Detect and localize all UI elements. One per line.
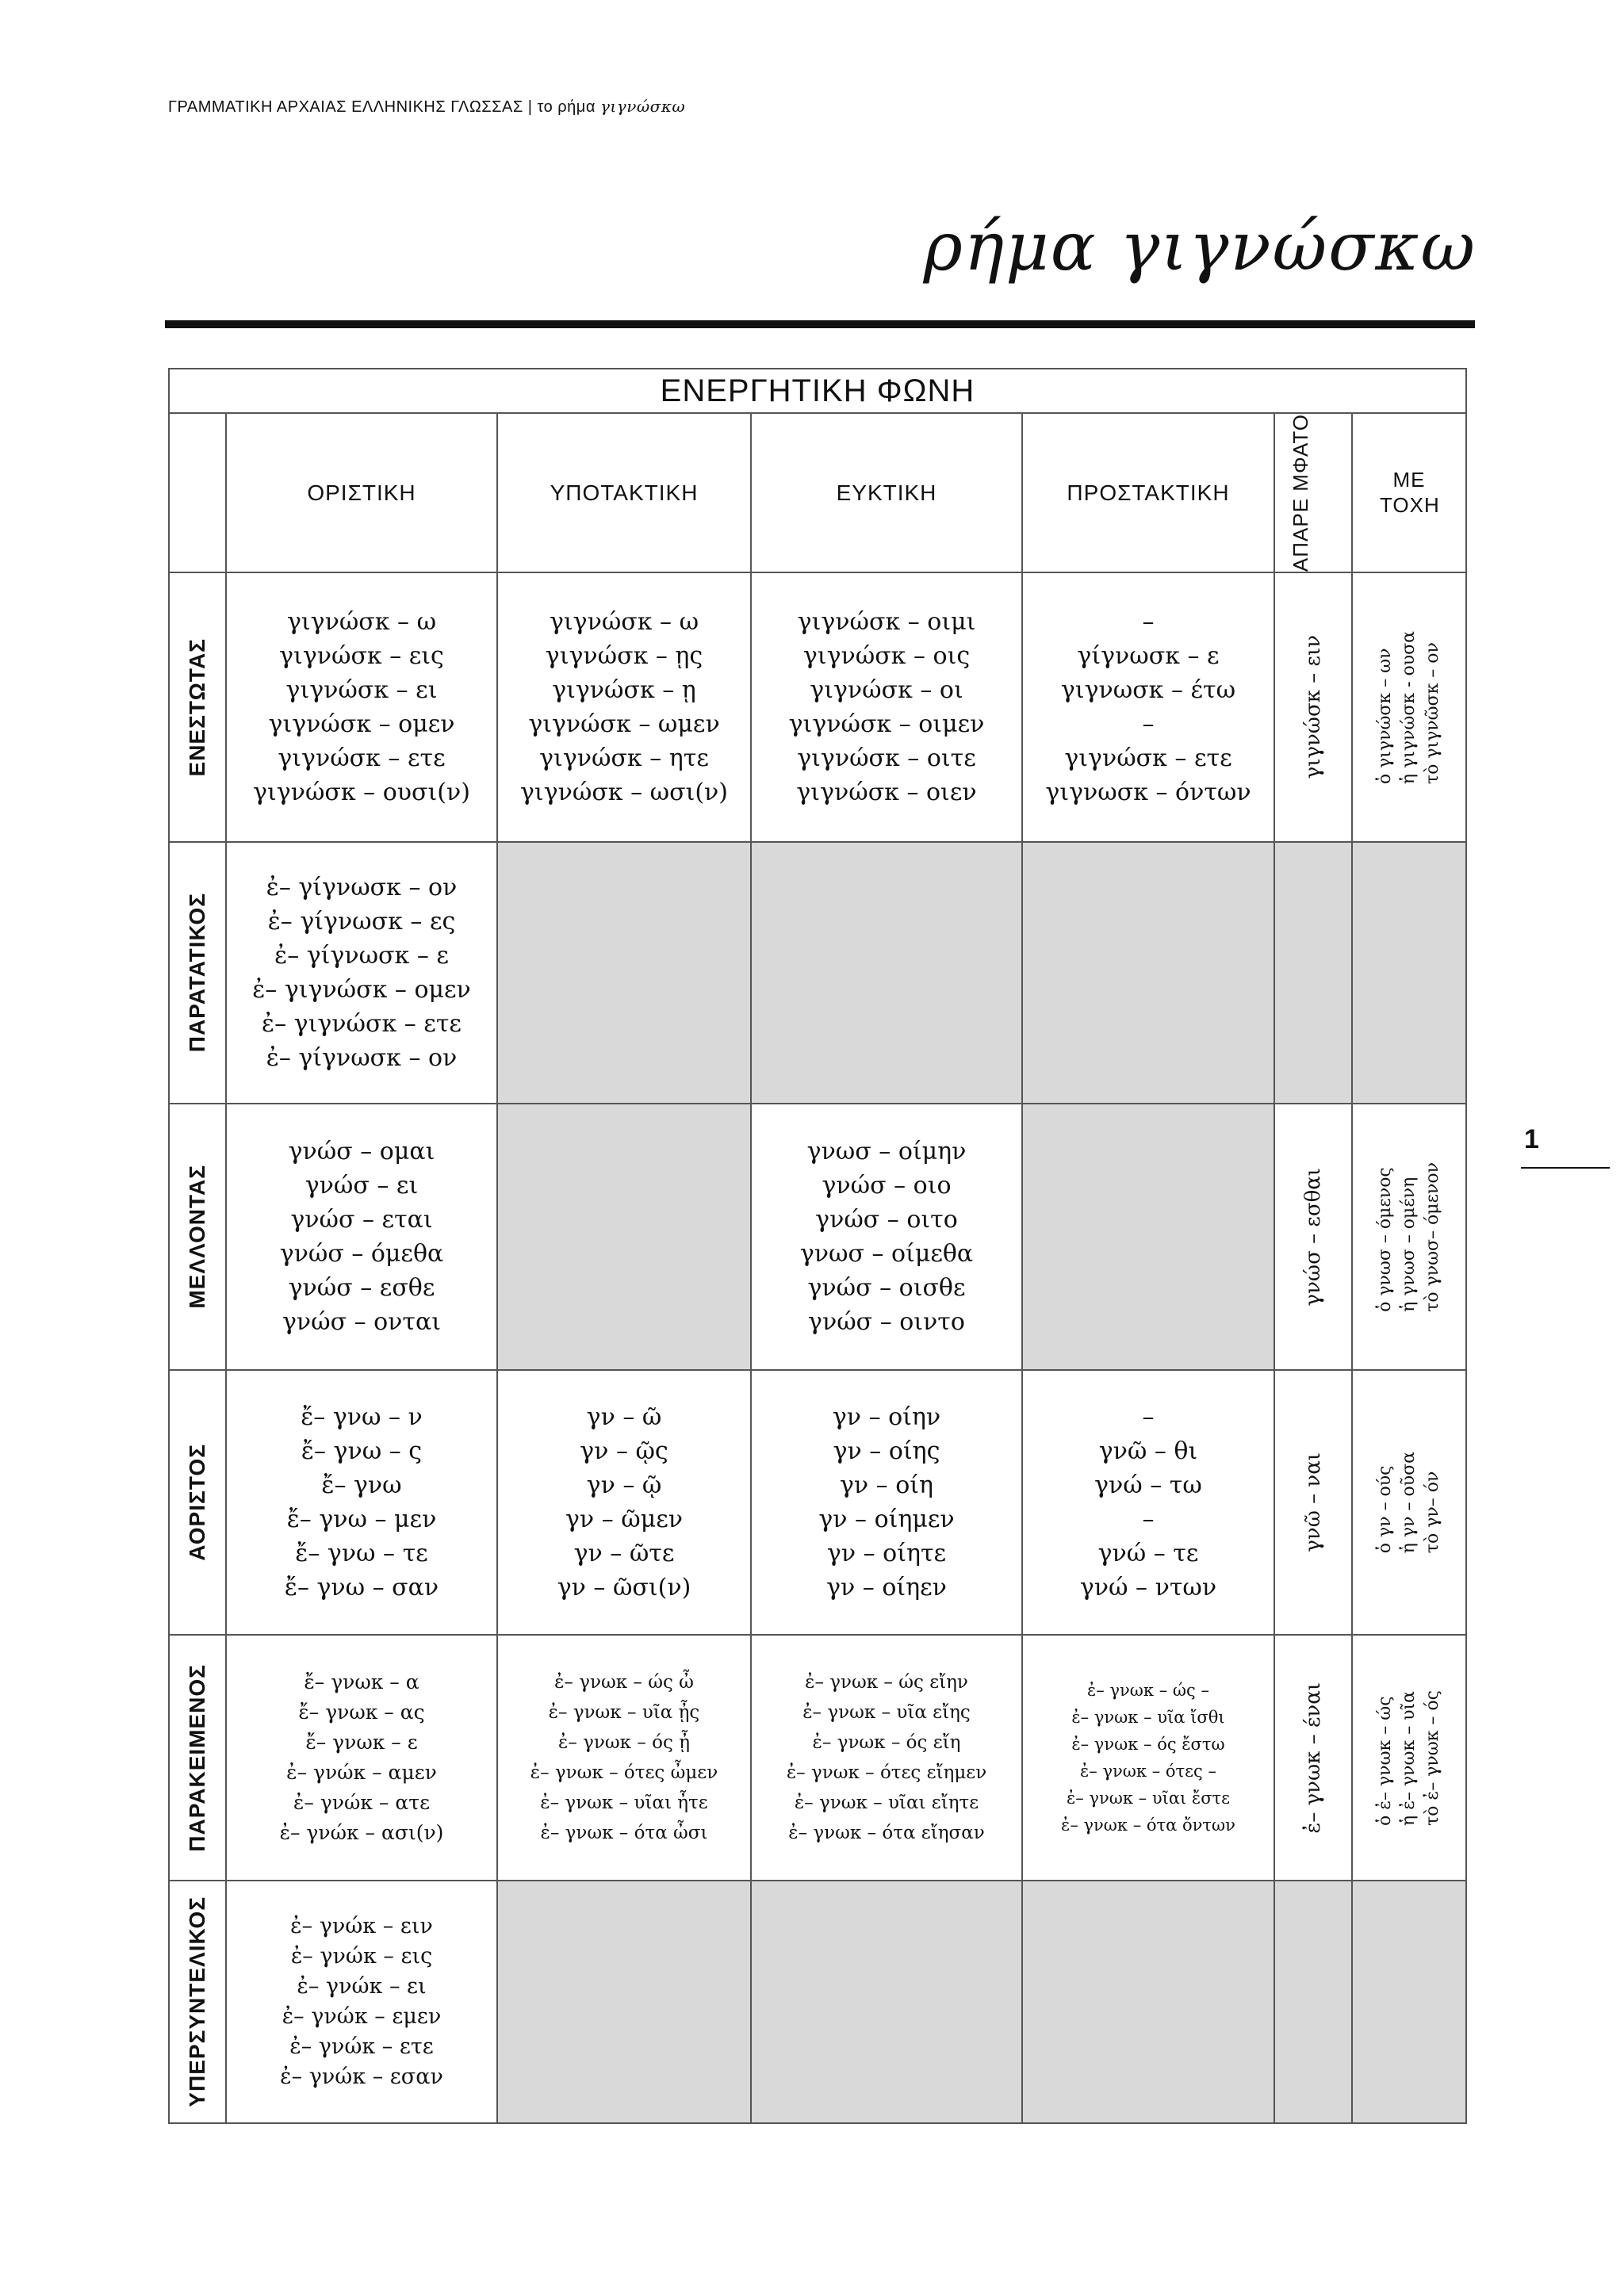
form: ἔ– γνωκ – ας [298,1701,425,1724]
mood-header-indicative: ΟΡΙΣΤΙΚΗ [226,413,497,572]
participle-cell [1352,1635,1466,1881]
form: γν – ῶ [586,1403,662,1432]
form: γιγνώσκ – οιμι [797,608,976,637]
form: ἔ– γνω – σαν [284,1574,439,1602]
indicative-cell [226,1635,497,1881]
participle-cell [1352,1370,1466,1635]
empty-cell [1022,842,1274,1104]
voice-header: ΕΝΕΡΓΗΤΙΚΗ ΦΩΝΗ [169,369,1466,413]
form: ἐ– γνωκ – ώς εἴην [805,1672,968,1693]
participle-neut: τὸ γνωσ– όμενον [1423,1161,1442,1312]
form: γιγνώσκ – οιμεν [788,710,985,739]
form: γν – ῶσι(ν) [557,1574,691,1602]
form: γιγνώσκ – ω [549,608,699,637]
infinitive-cell [1274,572,1352,842]
optative-cell [751,1635,1022,1881]
page-title: ρήμα γιγνώσκω [923,208,1477,285]
form: γιγνώσκ – οι [810,676,963,705]
form: γν – οίηεν [826,1574,947,1602]
infinitive-form: γνῶ – ναι [1301,1452,1325,1552]
form: ἐ– γνωκ – υῖα ἴσθι [1071,1708,1225,1728]
form: γιγνώσκ – ῃ [552,676,696,705]
form: ἐ– γίγνωσκ – ον [266,1044,458,1073]
tense-label: ΠΑΡΑΚΕΙΜΕΝΟΣ [185,1663,209,1852]
form: γν – οίημεν [818,1506,955,1534]
table-row [169,1104,1466,1370]
empty-cell [497,842,751,1104]
empty-cell [497,1104,751,1370]
infinitive-form: ἐ– γνωκ – έναι [1301,1682,1325,1834]
infinitive-cell [1274,1370,1352,1635]
form: ἐ– γιγνώσκ – ομεν [252,976,471,1004]
mood-header-infinitive: ΑΠΑΡΕ ΜΦΑΤΟ [1289,414,1312,572]
form: ἐ– γνωκ – ότα ὦσι [540,1823,708,1844]
form: ἐ– γνωκ – ώς – [1087,1681,1209,1701]
table-row [169,842,1466,1104]
empty-cell [1274,1881,1352,2123]
indicative-cell [226,1104,497,1370]
empty-cell [497,1881,751,2123]
optative-cell [751,1370,1022,1635]
form: γνώσ – ει [304,1172,419,1200]
form: γνῶ – θι [1098,1437,1198,1466]
form: γιγνωσκ – έτω [1060,676,1236,705]
form: γιγνώσκ – εις [279,642,444,671]
imperative-cell [1022,572,1274,842]
form: γιγνώσκ – ῃς [545,642,703,671]
optative-cell [751,1104,1022,1370]
form: ἐ– γνωκ – ός ἔστω [1071,1735,1225,1755]
form: γιγνώσκ – ει [285,676,438,705]
imperative-cell [1022,1370,1274,1635]
form: – [1142,1506,1155,1534]
form: ἐ– γνωκ – υῖαι ἔστε [1066,1789,1231,1808]
indicative-cell [226,842,497,1104]
form: γν – οίη [839,1471,934,1500]
form: ἔ– γνω – τε [295,1540,428,1568]
title-rule [165,320,1475,328]
participle-neut: τὸ γιγνῶσκ – ον [1423,641,1442,784]
form: ἐ– γνώκ – ασι(ν) [279,1821,444,1845]
tense-cell [169,1881,226,2123]
form: γιγνώσκ – ετε [1064,744,1232,773]
form: γν – οίητε [826,1540,947,1568]
form: ἔ– γνωκ – α [304,1670,419,1694]
running-head-verb: γιγνώσκω [599,97,686,116]
participle-fem: ἡ γιγνώσκ - ουσα [1399,630,1419,784]
participle-fem: ἡ ἐ– γνωκ – υῖα [1399,1690,1419,1826]
form: ἔ– γνω – ν [301,1403,423,1432]
form: – [1142,710,1155,739]
form: ἐ– γνώκ – εμεν [282,2004,442,2030]
form: – [1142,1403,1155,1432]
form: ἐ– γνωκ – ότα ὄντων [1061,1816,1235,1835]
form: γιγνώσκ – ωμεν [528,710,720,739]
page-number-rule [1521,1167,1610,1169]
optative-cell [751,572,1022,842]
tense-cell [169,1370,226,1635]
form: ἐ– γνωκ – ός ᾖ [558,1732,690,1754]
form: ἔ– γνω – ς [301,1437,423,1466]
conjugation-table [168,368,1467,2124]
form: ἐ– γνώκ – εσαν [280,2064,443,2090]
form: γνωσ – οίμεθα [799,1240,974,1269]
form: ἐ– γνώκ – ατε [293,1791,431,1815]
empty-cell [1274,842,1352,1104]
form: ἐ– γνωκ – ότες ὦμεν [530,1762,718,1784]
running-head [168,97,685,117]
form: γνώ – τω [1094,1471,1202,1500]
tense-label: ΜΕΛΛΟΝΤΑΣ [185,1165,209,1309]
empty-cell [1352,842,1466,1104]
participle-cell [1352,572,1466,842]
form: γν – ῶμεν [565,1506,683,1534]
form: γιγνώσκ – ουσι(ν) [253,779,470,807]
tense-cell [169,842,226,1104]
tense-label: ΕΝΕΣΤΩΤΑΣ [185,637,209,777]
form: ἐ– γνωκ – ότες – [1080,1762,1216,1781]
corner-cell [169,413,226,572]
subjunctive-cell [497,572,751,842]
tense-label: ΠΑΡΑΤΑΤΙΚΟΣ [185,893,209,1053]
form: – [1142,608,1155,637]
form: ἐ– γνωκ – υῖαι ἦτε [540,1793,708,1814]
form: γν – ῷς [580,1437,668,1466]
form: γιγνώσκ – ω [286,608,437,637]
form: γιγνώσκ – οιεν [796,779,977,807]
page-number: 1 [1524,1124,1539,1154]
participle-fem: ἡ γνωσ – ομένη [1399,1177,1419,1312]
tense-label: ΑΟΡΙΣΤΟΣ [185,1444,209,1561]
tense-cell [169,1104,226,1370]
form: γιγνώσκ – ωσι(ν) [520,779,728,807]
form: ἔ– γνω [321,1471,402,1500]
form: ἐ– γνώκ – ετε [289,2034,434,2060]
empty-cell [751,1881,1022,2123]
subjunctive-cell [497,1370,751,1635]
form: ἐ– γίγνωσκ – ον [266,874,458,902]
mood-header-optative: ΕΥΚΤΙΚΗ [751,413,1022,572]
form: ἐ– γνώκ – ειν [290,1914,433,1939]
participle-masc: ὁ γν – ούς [1375,1465,1395,1554]
form: γνώσ – ομαι [288,1138,435,1166]
indicative-cell [226,1370,497,1635]
empty-cell [1022,1104,1274,1370]
form: γν – ῷ [586,1471,662,1500]
empty-cell [1022,1881,1274,2123]
form: γνώσ – οισθε [807,1274,966,1303]
form: ἐ– γίγνωσκ – ε [274,942,449,970]
table-row [169,1635,1466,1881]
form: ἐ– γνωκ – ότες εἴημεν [786,1762,987,1784]
form: ἐ– γίγνωσκ – ες [267,908,456,936]
form: ἐ– γνωκ – ώς ὦ [554,1672,694,1693]
form: γιγνώσκ – οιτε [797,744,976,773]
form: γιγνώσκ – ετε [278,744,446,773]
form: ἔ– γνω – μεν [286,1506,437,1534]
form: γιγνώσκ – ητε [539,744,709,773]
form: γιγνώσκ – οις [802,642,971,671]
running-head-text: ΓΡΑΜΜΑΤΙΚΗ ΑΡΧΑΙΑΣ ΕΛΛΗΝΙΚΗΣ ΓΛΩΣΣΑΣ | το ρήμα [168,98,596,116]
form: γν – οίης [833,1437,940,1466]
indicative-cell [226,1881,497,2123]
form: ἐ– γνωκ – υῖα ᾖς [548,1702,700,1724]
form: γν – οίην [832,1403,941,1432]
mood-header-participle: ΜΕ ΤΟΧΗ [1352,413,1466,572]
form: ἐ– γνωκ – υῖαι εἴητε [794,1793,979,1814]
participle-masc: ὁ γιγνώσκ – ων [1375,648,1395,784]
table-row [169,572,1466,842]
form: ἐ– γνωκ – ός εἴη [812,1732,961,1754]
table-row [169,1370,1466,1635]
form: γνώ – ντων [1079,1574,1217,1602]
form: ἔ– γνωκ – ε [305,1731,418,1755]
mood-header-subjunctive: ΥΠΟΤΑΚΤΙΚΗ [497,413,751,572]
form: ἐ– γνώκ – αμεν [286,1761,437,1785]
participle-masc: ὁ γνωσ – όμενος [1375,1166,1395,1312]
form: ἐ– γιγνώσκ – ετε [262,1010,462,1039]
form: γνώσ – οιο [822,1172,952,1200]
form: γνώσ – ονται [282,1308,442,1337]
form: ἐ– γνωκ – ότα εἴησαν [788,1823,985,1844]
mood-header-imperative: ΠΡΟΣΤΑΚΤΙΚΗ [1022,413,1274,572]
participle-cell [1352,1104,1466,1370]
form: γιγνώσκ – ομεν [268,710,455,739]
form: γνώ – τε [1097,1540,1199,1568]
tense-label: ΥΠΕΡΣΥΝΤΕΛΙΚΟΣ [185,1896,209,2107]
subjunctive-cell [497,1635,751,1881]
form: γίγνωσκ – ε [1077,642,1220,671]
participle-neut: τὸ γν– όν [1423,1471,1442,1554]
form: γνωσ – οίμην [806,1138,967,1166]
form: ἐ– γνώκ – ει [297,1974,427,1999]
form: γνώσ – εται [290,1206,433,1234]
indicative-cell [226,572,497,842]
participle-masc: ὁ ἐ– γνωκ – ώς [1375,1696,1395,1826]
infinitive-form: γιγνώσκ – ειν [1301,635,1325,779]
form: γν – ῶτε [573,1540,675,1568]
form: γνώσ – εσθε [288,1274,435,1303]
form: γνώσ – οιτο [815,1206,958,1234]
mood-header-infinitive-cell [1274,413,1352,572]
participle-fem: ἡ γν – οῦσα [1399,1451,1419,1554]
imperative-cell [1022,1635,1274,1881]
table-row [169,1881,1466,2123]
infinitive-cell [1274,1104,1352,1370]
tense-cell [169,1635,226,1881]
form: γιγνωσκ – όντων [1045,779,1251,807]
form: γνώσ – όμεθα [279,1240,444,1269]
form: γνώσ – οιντο [808,1308,965,1337]
infinitive-cell [1274,1635,1352,1881]
infinitive-form: γνώσ – εσθαι [1301,1167,1325,1307]
empty-cell [1352,1881,1466,2123]
empty-cell [751,842,1022,1104]
participle-neut: τὸ ἐ– γνωκ – ός [1423,1689,1442,1826]
form: ἐ– γνωκ – υῖα εἴης [802,1702,971,1724]
form: ἐ– γνώκ – εις [290,1944,433,1969]
tense-cell [169,572,226,842]
